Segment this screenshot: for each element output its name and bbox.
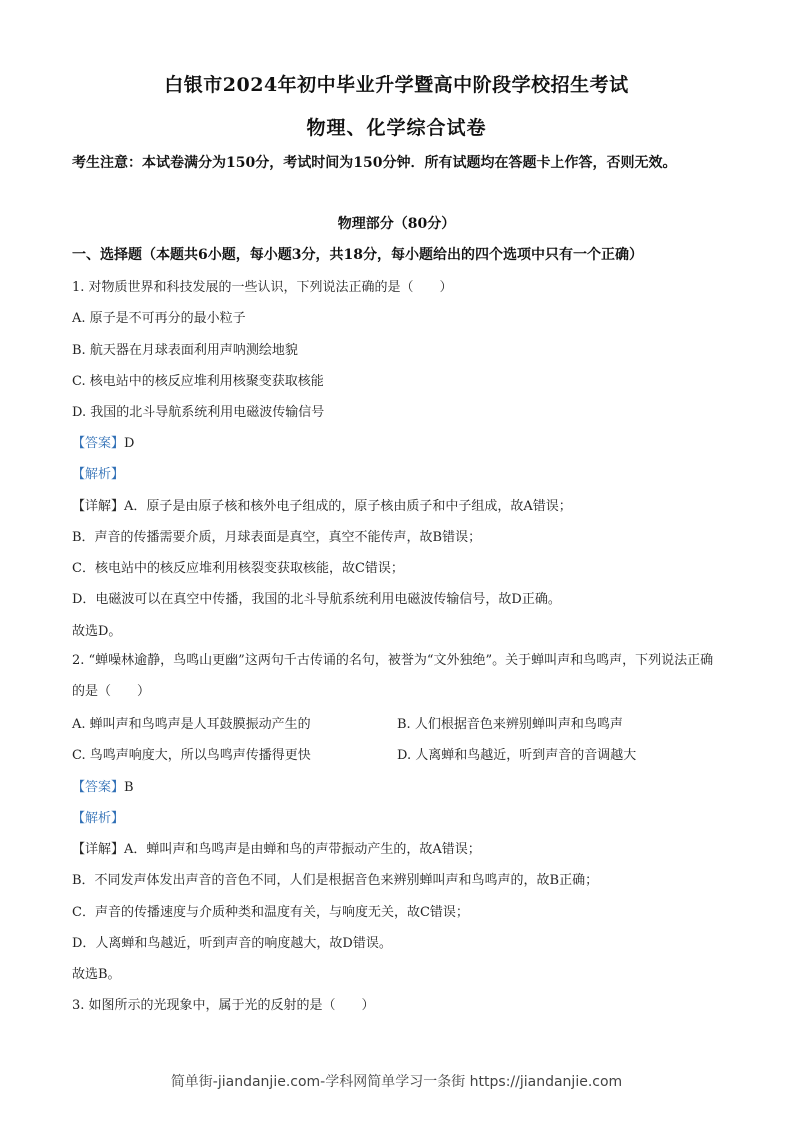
q2-conclusion: 故选B。 (72, 967, 121, 982)
detail-text: A．蝉叫声和鸟鸣声是由蝉和鸟的声带振动产生的，故A错误； (124, 842, 481, 857)
q1-option-b: B. 航天器在月球表面利用声呐测绘地貌 (72, 343, 298, 358)
exam-notice: 考生注意：本试卷满分为150分，考试时间为150分钟．所有试题均在答题卡上作答，否则无效。 (72, 155, 677, 171)
exam-title: 白银市2024年初中毕业升学暨高中阶段学校招生考试 (164, 74, 629, 96)
answer-label: 【答案】 (72, 780, 125, 795)
detail-label: 【详解】 (72, 499, 125, 514)
q2-detail-d: D．人离蝉和鸟越近，听到声音的响度越大，故D错误。 (72, 936, 392, 951)
q1-detail-a (72, 495, 572, 514)
detail-text: A．原子是由原子核和核外电子组成的，原子核由质子和中子组成，故A错误； (124, 499, 572, 514)
q2-analysis-label: 【解析】 (72, 811, 125, 826)
q1-option-d: D. 我国的北斗导航系统利用电磁波传输信号 (72, 405, 325, 420)
q1-detail-b: B．声音的传播需要介质，月球表面是真空，真空不能传声，故B错误； (72, 530, 482, 545)
section-title: 物理部分（80分） (337, 216, 456, 232)
q2-option-d: D. 人离蝉和鸟越近，听到声音的音调越大 (397, 748, 637, 763)
detail-label: 【详解】 (72, 842, 125, 857)
q2-answer (72, 776, 134, 795)
footer-watermark: 简单街-jiandanjie.com-学科网简单学习一条街 https://jiandanjie.com (170, 1074, 623, 1090)
q2-detail-a (72, 838, 481, 857)
q1-stem: 1. 对物质世界和科技发展的一些认识，下列说法正确的是（ ） (72, 280, 453, 295)
q2-detail-b: B．不同发声体发出声音的音色不同，人们是根据音色来辨别蝉叫声和鸟鸣声的，故B正确； (72, 873, 599, 888)
q2-option-b: B. 人们根据音色来辨别蝉叫声和鸟鸣声 (397, 717, 623, 732)
q2-option-a: A. 蝉叫声和鸟鸣声是人耳鼓膜振动产生的 (72, 717, 311, 732)
q2-detail-c: C．声音的传播速度与介质种类和温度有关，与响度无关，故C错误； (72, 905, 469, 920)
q2-option-c: C. 鸟鸣声响度大，所以鸟鸣声传播得更快 (72, 748, 311, 763)
q1-detail-c: C．核电站中的核反应堆利用核裂变获取核能，故C错误； (72, 561, 404, 576)
q2-stem: 2. “蝉噪林逾静，鸟鸣山更幽”这两句千古传诵的名句，被誉为“文外独绝”。关于蝉叫声和鸟鸣声，下列说法正确的是（ ） (72, 653, 714, 699)
q1-answer (72, 432, 134, 451)
q1-analysis-label: 【解析】 (72, 467, 125, 482)
answer-label: 【答案】 (72, 436, 125, 451)
mcq-heading: 一、选择题（本题共6小题，每小题3分，共18分，每小题给出的四个选项中只有一个正确） (72, 247, 643, 263)
answer-value: D (124, 436, 135, 451)
q1-detail-d: D．电磁波可以在真空中传播，我国的北斗导航系统利用电磁波传输信号，故D正确。 (72, 592, 561, 607)
answer-value: B (124, 780, 134, 795)
q1-option-c: C. 核电站中的核反应堆利用核聚变获取核能 (72, 374, 324, 389)
q3-stem: 3. 如图所示的光现象中，属于光的反射的是（ ） (72, 998, 375, 1013)
q1-option-a: A. 原子是不可再分的最小粒子 (72, 311, 246, 326)
exam-subtitle: 物理、化学综合试卷 (306, 117, 487, 139)
q1-conclusion: 故选D。 (72, 624, 122, 639)
